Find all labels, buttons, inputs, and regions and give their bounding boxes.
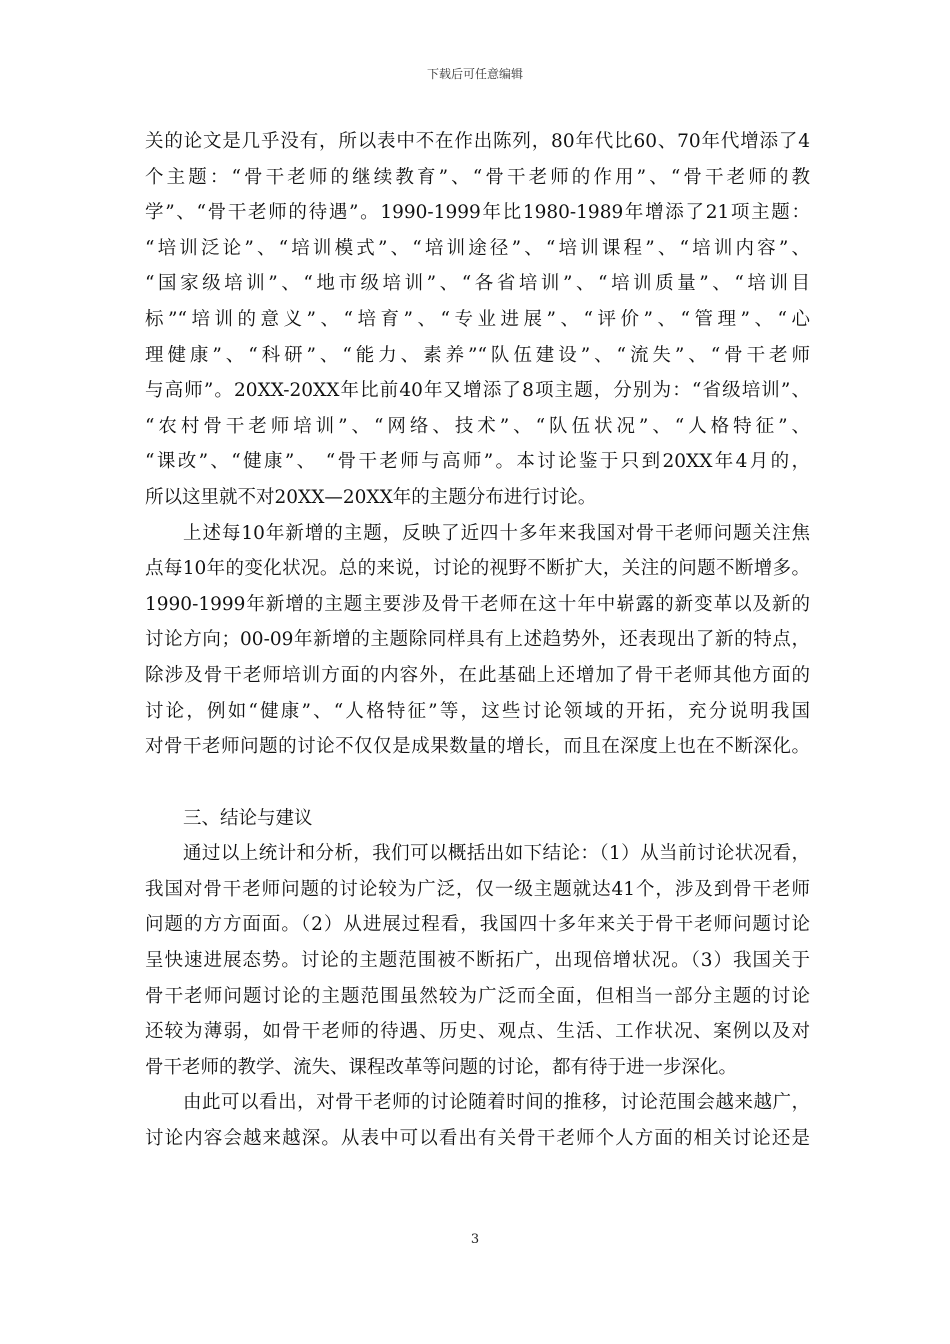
paragraph-topics-by-decade — [145, 124, 810, 516]
text-line: 点每10年的变化状况。总的来说，讨论的视野不断扩大，关注的问题不断增多。 — [145, 558, 810, 580]
text-line: 骨干老师问题讨论的主题范围虽然较为广泛而全面，但相当一部分主题的讨论 — [145, 985, 810, 1007]
text-line: 关的论文是几乎没有，所以表中不在作出陈列，80年代比60、70年代增添了4 — [145, 131, 810, 152]
text-line: 讨论方向；00-09年新增的主题除同样具有上述趋势外，还表现出了新的特点， — [145, 629, 810, 651]
text-line: “课改”、“健康”、 “骨干老师与高师”。本讨论鉴于只到20XX年4月的， — [145, 451, 810, 473]
text-line: 学”、“骨干老师的待遇”。1990-1999年比1980-1989年增添了21项主题： — [145, 202, 810, 224]
paragraph-conclusions — [145, 836, 810, 1085]
paragraph-gap — [145, 765, 810, 801]
text-line: 通过以上统计和分析，我们可以概括出如下结论：（1）从当前讨论状况看， — [183, 843, 810, 865]
text-line: “农村骨干老师培训”、“网络、技术”、“队伍状况”、“人格特征”、 — [145, 415, 810, 437]
text-line: 上述每10年新增的主题，反映了近四十多年来我国对骨干老师问题关注焦 — [183, 522, 810, 544]
text-line: 理健康”、“科研”、“能力、素养”“队伍建设”、“流失”、“骨干老师 — [145, 344, 810, 366]
text-line: 我国对骨干老师问题的讨论较为广泛，仅一级主题就达41个，涉及到骨干老师 — [145, 878, 810, 900]
page-header: 下载后可任意编辑 — [426, 67, 523, 81]
text-line: 与高师”。20XX-20XX年比前40年又增添了8项主题，分别为：“省级培训”、 — [145, 380, 810, 402]
text-line: 骨干老师的教学、流失、课程改革等问题的讨论，都有待于进一步深化。 — [145, 1056, 738, 1078]
text-line: “国家级培训”、“地市级培训”、“各省培训”、“培训质量”、“培训目 — [145, 273, 810, 295]
text-line: 讨论内容会越来越深。从表中可以看出有关骨干老师个人方面的相关讨论还是 — [145, 1128, 810, 1150]
text-line: 还较为薄弱，如骨干老师的待遇、历史、观点、生活、工作状况、案例以及对 — [145, 1021, 810, 1043]
text-line: 讨论，例如“健康”、“人格特征”等，这些讨论领域的开拓，充分说明我国 — [145, 700, 810, 722]
text-line: “培训泛论”、“培训模式”、“培训途径”、“培训课程”、“培训内容”、 — [145, 237, 810, 259]
text-line: 标”“培训的意义”、“培育”、“专业进展”、“评价”、“管理”、“心 — [145, 308, 810, 330]
text-line: 由此可以看出，对骨干老师的讨论随着时间的推移，讨论范围会越来越广， — [183, 1092, 810, 1114]
document-body — [145, 124, 810, 1157]
text-line: 所以这里就不对20XX—20XX年的主题分布进行讨论。 — [145, 486, 597, 508]
text-line: 对骨干老师问题的讨论不仅仅是成果数量的增长，而且在深度上也在不断深化。 — [145, 736, 810, 758]
section-heading: 三、结论与建议 — [183, 807, 313, 829]
text-line: 除涉及骨干老师培训方面的内容外，在此基础上还增加了骨干老师其他方面的 — [145, 664, 810, 686]
text-line: 个主题：“骨干老师的继续教育”、“骨干老师的作用”、“骨干老师的教 — [145, 166, 810, 188]
text-line: 问题的方方面面。（2）从进展过程看，我国四十多年来关于骨干老师问题讨论 — [145, 914, 810, 936]
paragraph-focus-changes — [145, 516, 810, 765]
page-number: 3 — [470, 1232, 480, 1247]
paragraph-summary — [145, 1085, 810, 1156]
text-line: 呈快速进展态势。讨论的主题范围被不断拓广，出现倍增状况。（3）我国关于 — [145, 950, 810, 972]
text-line: 1990-1999年新增的主题主要涉及骨干老师在这十年中崭露的新变革以及新的 — [145, 593, 810, 615]
